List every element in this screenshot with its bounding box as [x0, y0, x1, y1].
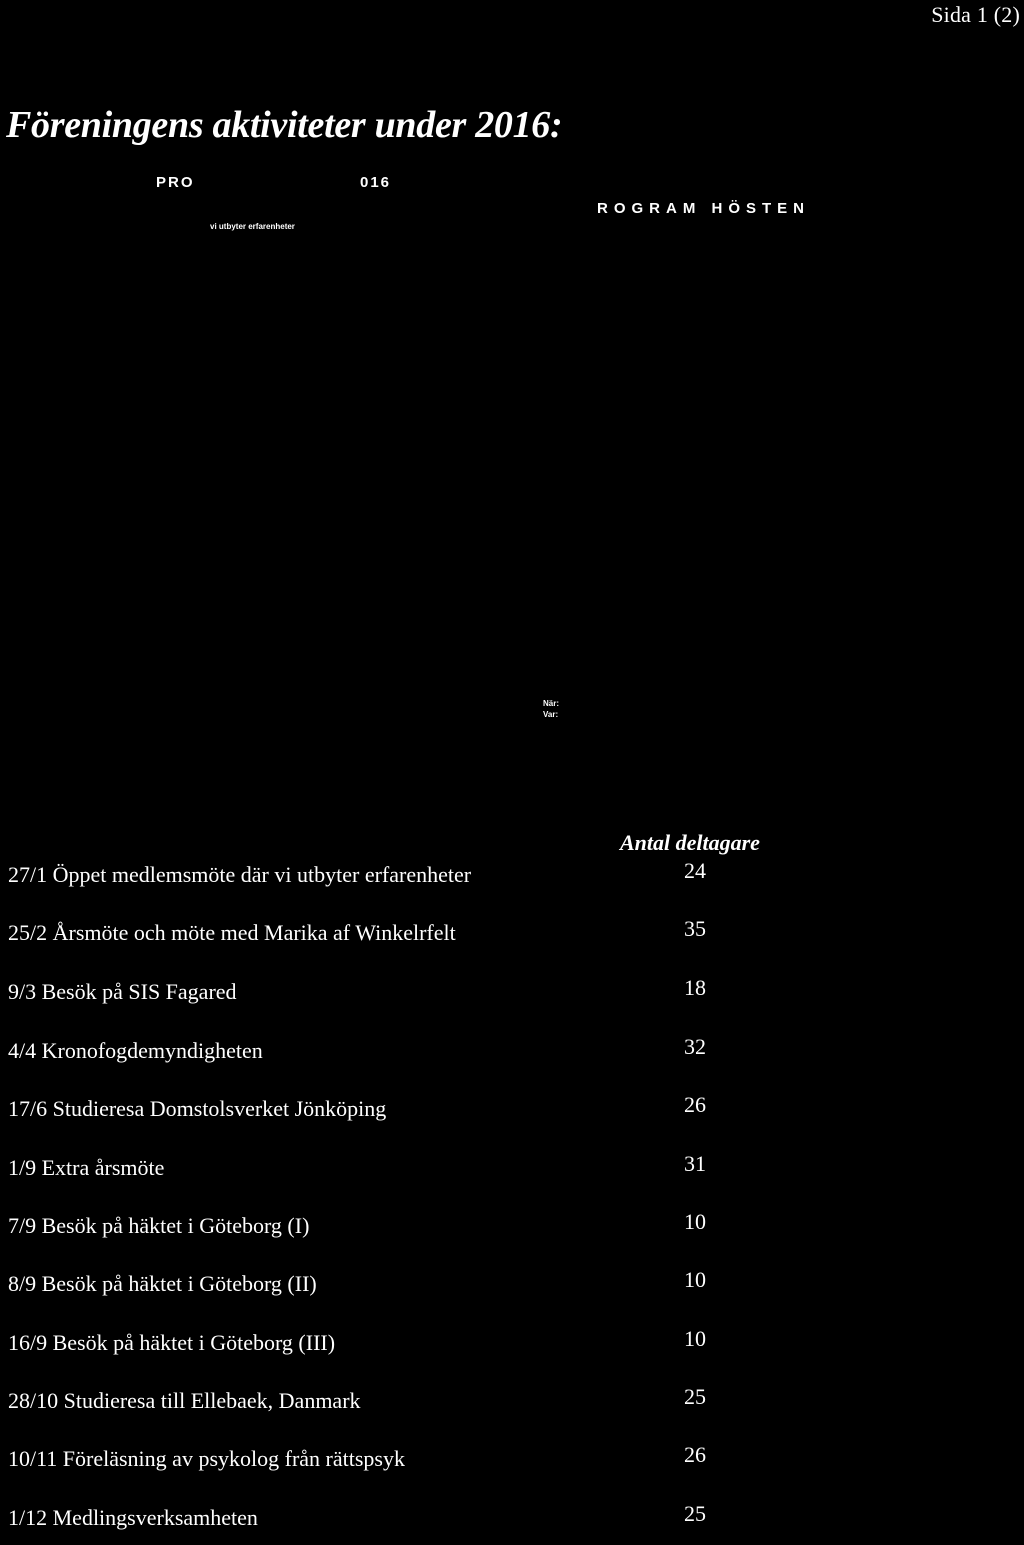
- page-heading: Föreningens aktiviteter under 2016:: [6, 104, 563, 147]
- activity-label: 28/10 Studieresa till Ellebaek, Danmark: [8, 1388, 361, 1413]
- flyer-where-label: Var:: [543, 710, 559, 719]
- activity-label: 27/1 Öppet medlemsmöte där vi utbyter erfarenheter: [8, 862, 472, 887]
- flyer-pro-text: PRO: [156, 174, 195, 191]
- activity-label: 25/2 Årsmöte och möte med Marika af Winkelrfelt: [8, 920, 456, 945]
- activity-label: 1/9 Extra årsmöte: [8, 1155, 165, 1180]
- participant-count: 10: [684, 1326, 706, 1351]
- activity-row: [0, 1034, 1024, 1078]
- flyer-year-text: 016: [360, 174, 392, 191]
- flyer-when-label: När:: [543, 699, 560, 708]
- activity-label: 1/12 Medlingsverksamheten: [8, 1505, 258, 1530]
- participant-count: 31: [684, 1151, 706, 1176]
- participant-count: 32: [684, 1034, 706, 1059]
- participant-count: 35: [684, 916, 706, 941]
- participant-count: 10: [684, 1267, 706, 1292]
- participant-count: 18: [684, 975, 706, 1000]
- activity-row: [0, 1209, 1024, 1253]
- participants-column-header: Antal deltagare: [620, 830, 760, 855]
- participant-count: 26: [684, 1092, 706, 1117]
- activity-row: [0, 1092, 1024, 1136]
- activity-row: [0, 1442, 1024, 1486]
- activity-label: 7/9 Besök på häktet i Göteborg (I): [8, 1213, 310, 1238]
- activity-label: 17/6 Studieresa Domstolsverket Jönköping: [8, 1096, 387, 1121]
- flyer-subtitle: vi utbyter erfarenheter: [210, 222, 295, 231]
- activity-row: [0, 1151, 1024, 1195]
- activity-row: [0, 975, 1024, 1019]
- participant-count: 25: [684, 1501, 706, 1526]
- participant-count: 26: [684, 1442, 706, 1467]
- activity-row: [0, 1267, 1024, 1311]
- activity-label: 10/11 Föreläsning av psykolog från rättspsyk: [8, 1446, 405, 1471]
- participant-count: 24: [684, 858, 706, 883]
- activity-row: [0, 1326, 1024, 1370]
- activity-row: [0, 858, 1024, 902]
- activity-label: 8/9 Besök på häktet i Göteborg (II): [8, 1271, 317, 1296]
- activity-row: [0, 1384, 1024, 1428]
- participant-count: 10: [684, 1209, 706, 1234]
- page-number: Sida 1 (2): [931, 2, 1020, 27]
- activity-label: 4/4 Kronofogdemyndigheten: [8, 1038, 263, 1063]
- flyer-program-title: ROGRAM HÖSTEN: [597, 200, 810, 217]
- activity-row: [0, 1501, 1024, 1545]
- activity-label: 9/3 Besök på SIS Fagared: [8, 979, 237, 1004]
- activity-label: 16/9 Besök på häktet i Göteborg (III): [8, 1330, 336, 1355]
- participant-count: 25: [684, 1384, 706, 1409]
- activity-row: [0, 916, 1024, 960]
